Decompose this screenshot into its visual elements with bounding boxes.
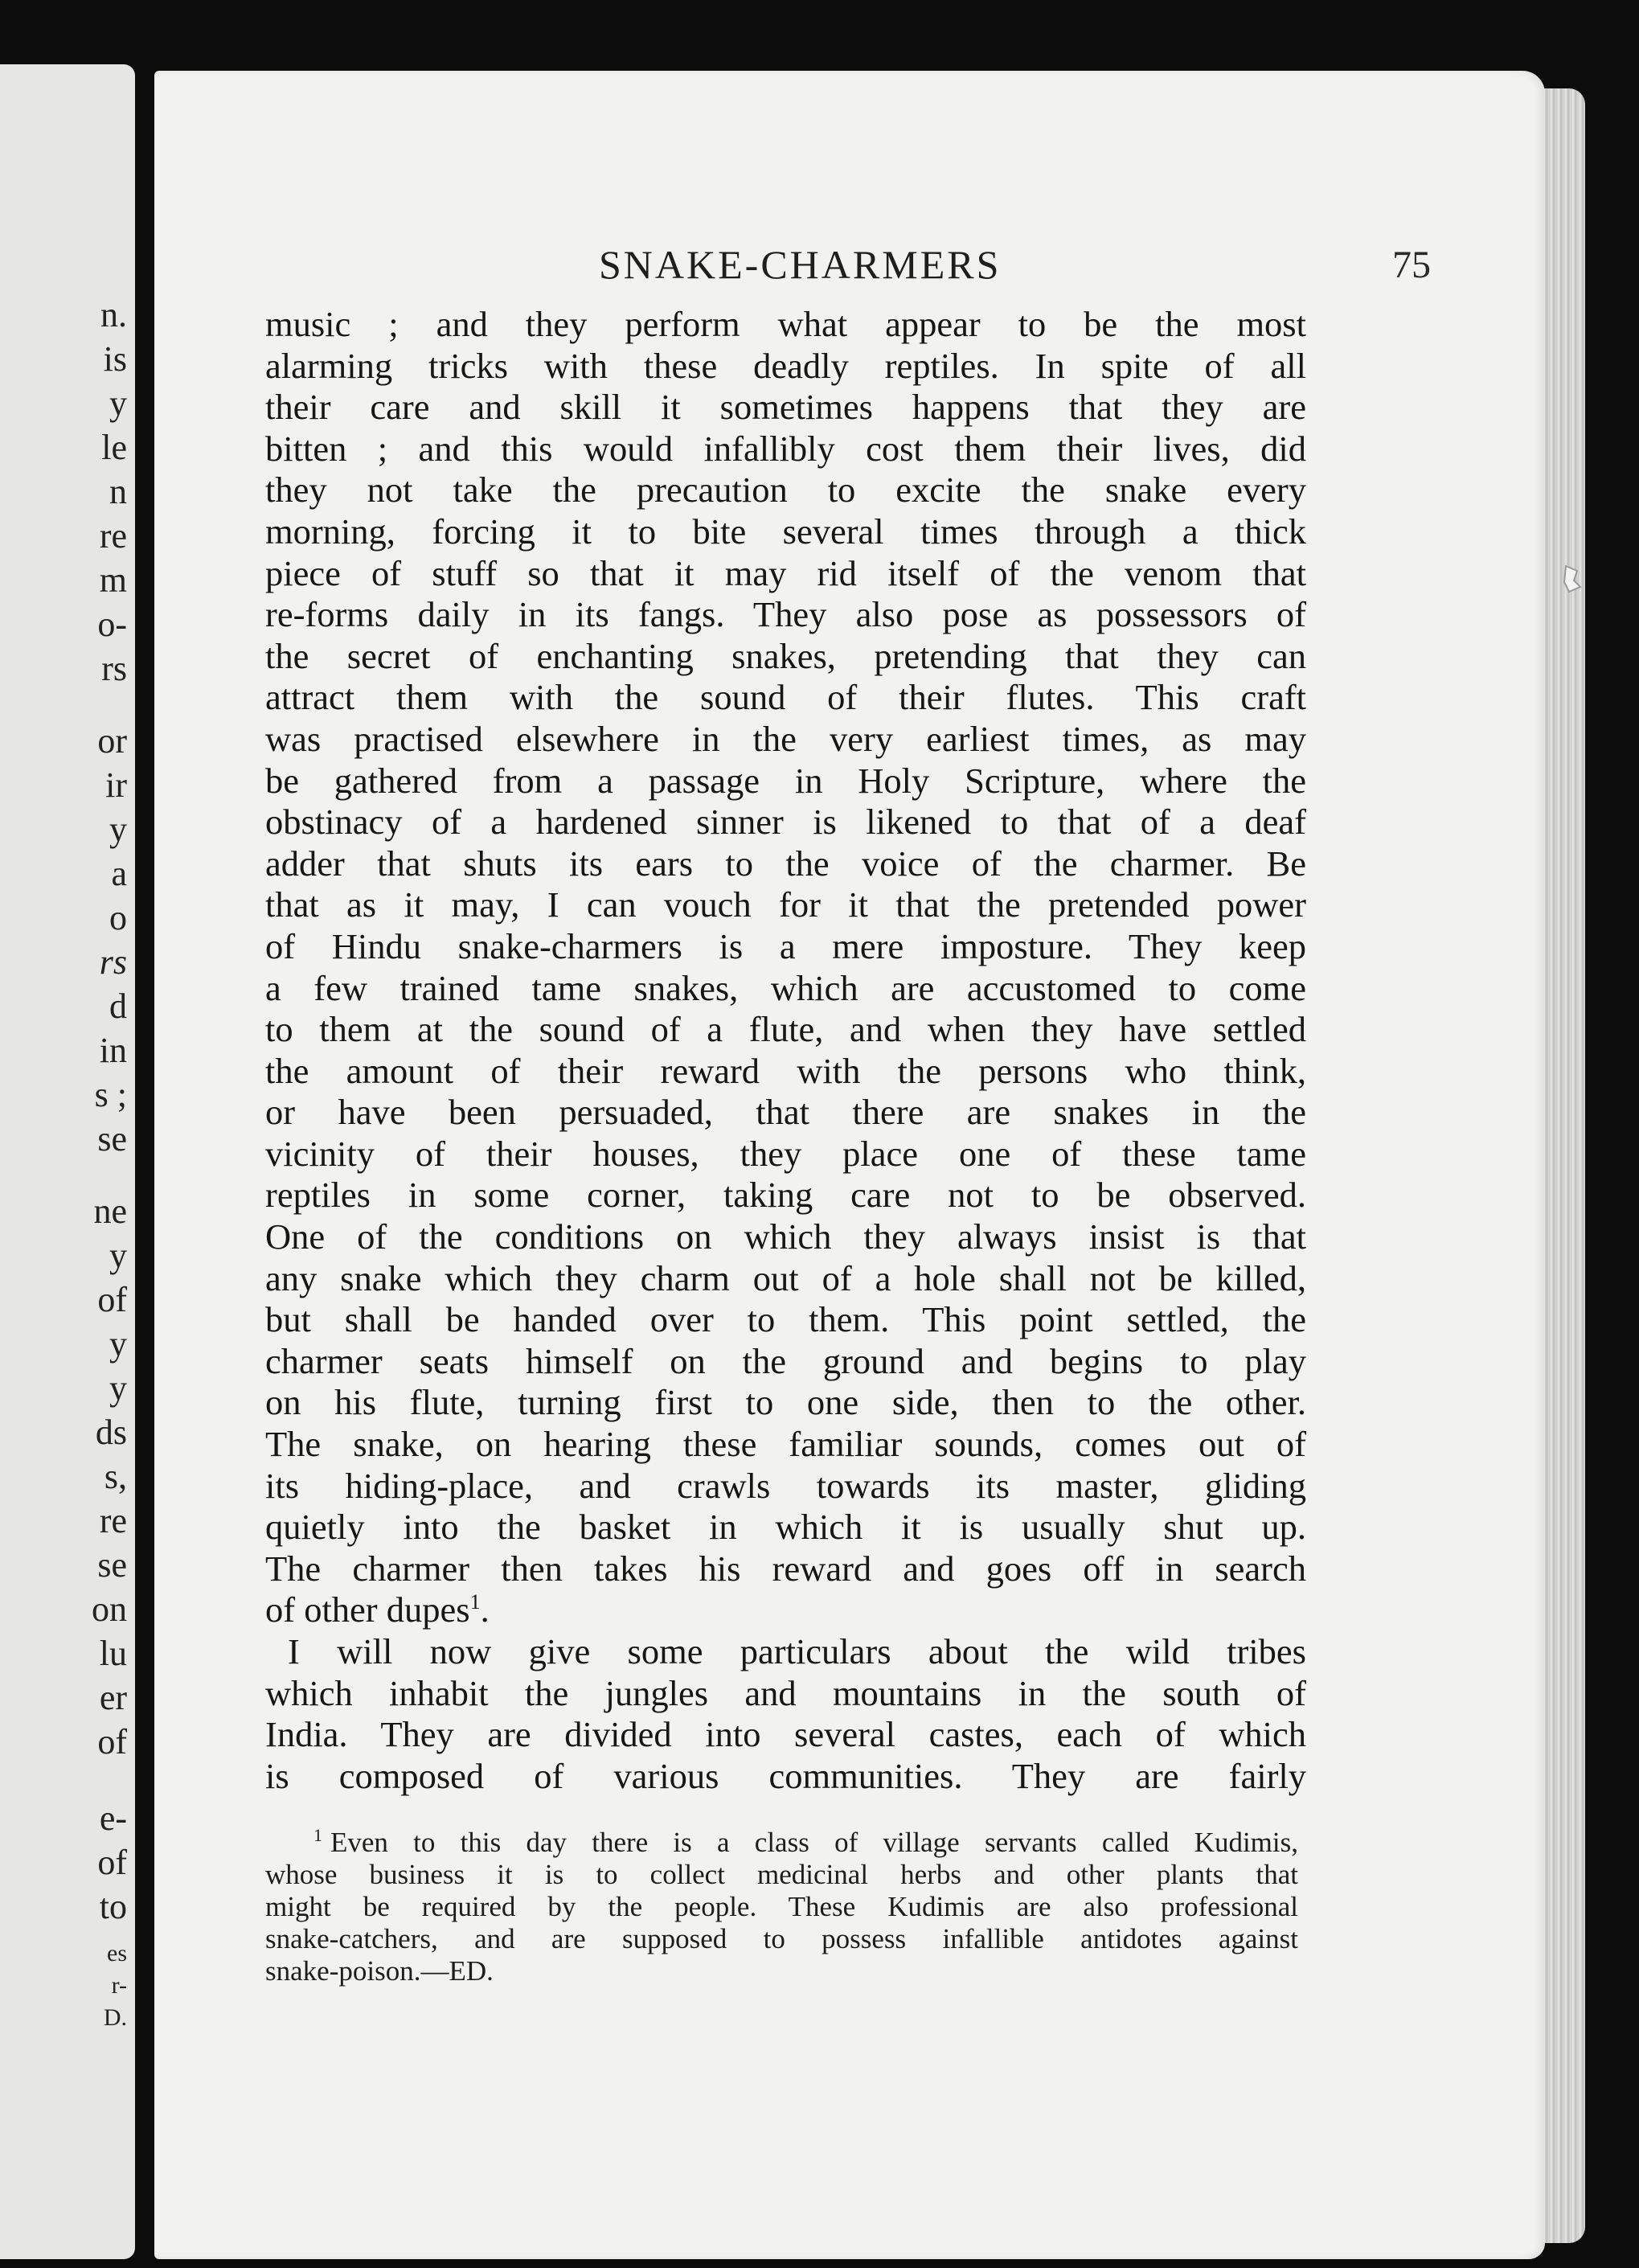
text-line: was practised elsewhere in the very earliest times, as may <box>265 718 1306 759</box>
footnote-reference: 1 <box>469 1590 481 1614</box>
text-line: or have been persuaded, that there are snakes in the <box>265 1092 1306 1133</box>
fragment-text: re <box>99 516 127 556</box>
text-line: its hiding-place, and crawls towards its master, gliding <box>265 1465 1306 1506</box>
fragment-text: y <box>109 1324 127 1364</box>
page-number: 75 <box>1392 244 1431 286</box>
footnote-line <box>265 1827 1298 1859</box>
text-line: piece of stuff so that it may rid itself of the venom that <box>265 552 1306 593</box>
fragment-text: ir <box>105 765 127 805</box>
text-line: adder that shuts its ears to the voice of the charmer. Be <box>265 843 1306 884</box>
text-line: on his flute, turning first to one side, then to the other. <box>265 1382 1306 1423</box>
fragment-text: is <box>103 339 127 379</box>
fragment-text: in <box>99 1031 127 1070</box>
fragment-text: of <box>97 1843 127 1882</box>
previous-page-edge <box>0 64 135 2259</box>
text-line: to them at the sound of a flute, and when they have settled <box>265 1009 1306 1050</box>
fragment-text: ne <box>93 1191 127 1231</box>
fragment-text: o <box>109 898 127 937</box>
text-line: alarming tricks with these deadly reptiles. In spite of all <box>265 345 1306 386</box>
fragment-text: y <box>109 1368 127 1408</box>
text-line: bitten ; and this would infallibly cost them their lives, did <box>265 428 1306 469</box>
fragment-text: se <box>97 1545 127 1585</box>
fragment-text: o- <box>97 605 127 644</box>
text-line: I will now give some particulars about the wild tribes <box>288 1631 1306 1671</box>
text-line: be gathered from a passage in Holy Scripture, where the <box>265 760 1306 801</box>
fragment-text: r- <box>111 1972 127 1999</box>
fragment-text: re <box>99 1501 127 1540</box>
text-line: a few trained tame snakes, which are accustomed to come <box>265 967 1306 1008</box>
fragment-text: n <box>109 472 127 511</box>
fragment-text: n. <box>100 295 127 334</box>
footnote <box>265 1827 1298 1987</box>
fragment-text: a <box>111 854 127 893</box>
text-line: which inhabit the jungles and mountains in the south of <box>265 1672 1306 1713</box>
fragment-text: y <box>109 810 127 849</box>
fragment-text: ds <box>95 1413 127 1452</box>
fragment-text: rs <box>99 942 127 982</box>
text-line: vicinity of their houses, they place one of these tame <box>265 1133 1306 1174</box>
page-edge-speck <box>1559 563 1584 595</box>
fragment-text: le <box>101 428 127 467</box>
text-line: quietly into the basket in which it is usually shut up. <box>265 1507 1306 1548</box>
fragment-text: y <box>109 1236 127 1275</box>
fragment-text: or <box>97 721 127 761</box>
text-line: they not take the precaution to excite the snake every <box>265 470 1306 511</box>
running-head <box>161 241 1447 289</box>
fragment-text: s, <box>104 1457 127 1496</box>
fragment-text: on <box>92 1589 127 1629</box>
text-line: re-forms daily in its fangs. They also pose as possessors of <box>265 594 1306 635</box>
text-line: of Hindu snake-charmers is a mere imposture. They keep <box>265 925 1306 966</box>
fragment-text: D. <box>103 2004 127 2031</box>
fragment-text: y <box>109 383 127 423</box>
fragment-text: se <box>97 1119 127 1159</box>
text-line-last: of other dupes$^1$. <box>265 1589 490 1630</box>
text-line: morning, forcing it to bite several times through a thick <box>265 511 1306 552</box>
text-line: is composed of various communities. They are fairly <box>265 1755 1306 1796</box>
footnote-marker: 1 <box>313 1827 322 1846</box>
fragment-text: s ; <box>94 1075 127 1114</box>
text-line: the secret of enchanting snakes, pretending that they can <box>265 635 1306 676</box>
fragment-text: of <box>97 1280 127 1319</box>
fragment-text: lu <box>99 1634 127 1673</box>
running-title: SNAKE-CHARMERS <box>599 242 1002 287</box>
text-line: The charmer then takes his reward and goes off in search <box>265 1548 1306 1589</box>
footnote-line: snake-poison.—ED. <box>265 1955 494 1987</box>
paragraph-end-text: of other dupes <box>265 1589 470 1630</box>
text-line: The snake, on hearing these familiar sounds, comes out of <box>265 1424 1306 1465</box>
text-line: One of the conditions on which they always insist is that <box>265 1216 1306 1257</box>
footnote-line: might be required by the people. These Kudimis are also professional <box>265 1891 1298 1922</box>
fragment-text: of <box>97 1722 127 1761</box>
fragment-text: m <box>99 560 127 600</box>
text-line: attract them with the sound of their flutes. This craft <box>265 677 1306 718</box>
body-text <box>265 304 1306 1797</box>
fragment-text: er <box>99 1678 127 1717</box>
fragment-text: d <box>109 986 127 1026</box>
footnote-line: snake-catchers, and are supposed to possess infallible antidotes against <box>265 1923 1298 1954</box>
text-line: any snake which they charm out of a hole shall not be killed, <box>265 1257 1306 1298</box>
text-line: reptiles in some corner, taking care not to be observed. <box>265 1175 1306 1216</box>
text-line: their care and skill it sometimes happens that they are <box>265 387 1306 428</box>
text-line: India. They are divided into several castes, each of which <box>265 1714 1306 1755</box>
text-line: the amount of their reward with the persons who think, <box>265 1050 1306 1091</box>
footnote-text: Even to this day there is a class of village servants called Kudimis, <box>330 1827 1298 1858</box>
text-line: music ; and they perform what appear to be the most <box>265 304 1306 344</box>
text-line: but shall be handed over to them. This point settled, the <box>265 1299 1306 1340</box>
fragment-text: to <box>99 1887 127 1926</box>
text-line: that as it may, I can vouch for it that the pretended power <box>265 884 1306 925</box>
footnote-line: whose business it is to collect medicinal herbs and other plants that <box>265 1859 1298 1890</box>
fragment-text: rs <box>101 649 127 688</box>
text-line: obstinacy of a hardened sinner is likened to that of a deaf <box>265 802 1306 843</box>
fragment-text: es <box>107 1940 127 1967</box>
fragment-text: e- <box>99 1798 127 1838</box>
text-line: charmer seats himself on the ground and begins to play <box>265 1340 1306 1381</box>
